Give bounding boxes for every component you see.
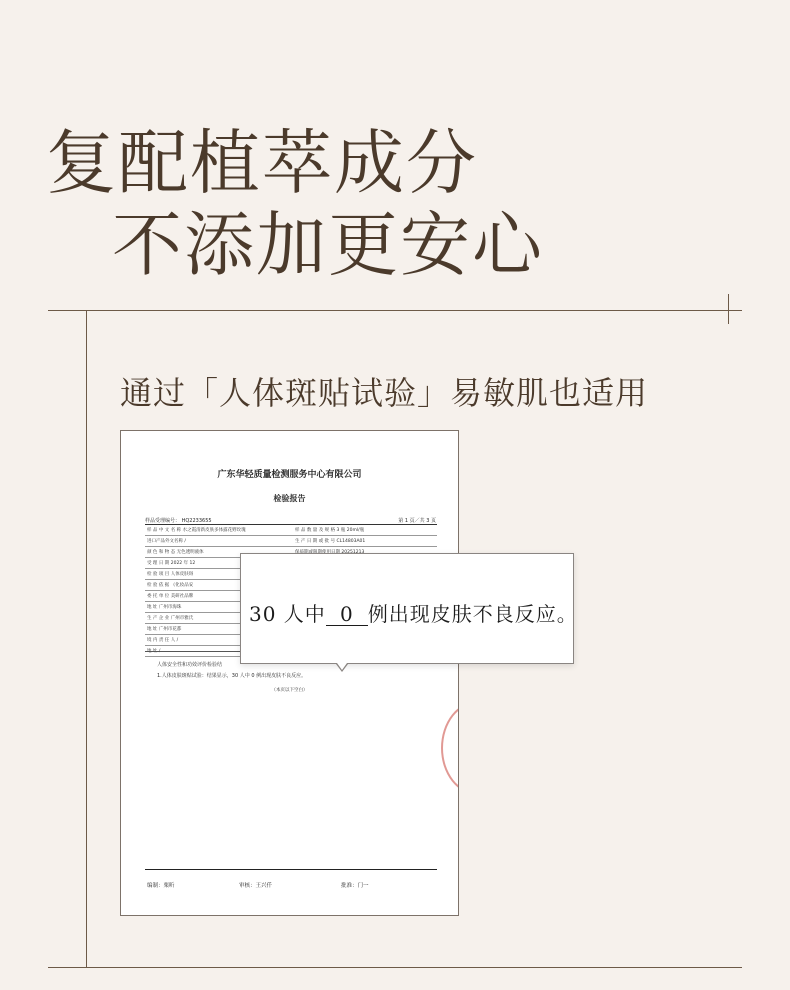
callout-suffix: 例出现皮肤不良反应。 <box>367 602 578 626</box>
result-callout <box>240 553 578 664</box>
bottom-divider <box>48 967 742 968</box>
row-left: 生 产 企 业 广州市雅氏 <box>147 616 194 621</box>
callout-prefix: 30 人中 <box>249 602 326 626</box>
report-body-result: 1.人体皮肤斑贴试验：结果显示，30 人中 0 例出现皮肤不良反应。 <box>157 673 307 679</box>
report-signature-rule <box>145 869 437 870</box>
row-left: 境 内 责 任 人 / <box>147 638 179 643</box>
signature-reviewer: 审核：王兴仟 <box>239 883 273 889</box>
top-divider <box>48 310 742 311</box>
report-company: 广东华轻质量检测服务中心有限公司 <box>217 470 362 480</box>
report-page-info: 第 1 页／共 3 页 <box>398 518 436 524</box>
red-seal-stamp <box>441 701 459 795</box>
headline-line-2: 不添加更安心 <box>112 204 544 286</box>
signature-approver: 批准：门一 <box>341 883 369 889</box>
signature-editor: 编制：栗昕 <box>147 883 175 889</box>
report-blank-note: （本页以下空白） <box>271 688 308 693</box>
report-body-heading: 人体安全性和功效评价检验结 <box>157 662 223 668</box>
row-left: 受 理 日 期 2022 年 12 <box>147 561 196 566</box>
crosshair-vertical <box>728 294 729 324</box>
row-left: 进口产品外文名称 / <box>147 539 186 544</box>
row-left: 地 址 广州市海珠 <box>147 605 182 610</box>
callout-pointer-fill <box>337 663 347 670</box>
row-left: 样 品 中 文 名 称 水之霞清新皮肤多体露花野玫瑰 <box>147 528 246 533</box>
row-left: 检 验 依 据 《化妆品安 <box>147 583 194 588</box>
subtitle: 通过「人体斑贴试验」易敏肌也适用 <box>120 374 649 412</box>
table-row <box>145 525 437 536</box>
table-row <box>145 536 437 547</box>
report-title: 检验报告 <box>273 494 306 503</box>
headline-line-1: 复配植萃成分 <box>46 122 478 204</box>
callout-count: 0 <box>326 604 368 626</box>
left-vertical-rule <box>86 310 87 968</box>
row-right: 样 品 数 量 及 规 格 3 瓶 20ml/瓶 <box>295 528 365 533</box>
row-right: 生 产 日 期 或 批 号 CL14803A01 <box>295 539 366 544</box>
row-left: 检 验 项 目 人体皮肤斑 <box>147 572 194 577</box>
row-left: 委 托 单 位 美研社品牌 <box>147 594 194 599</box>
row-left: 颜 色 和 物 态 无色透明液体 <box>147 550 204 555</box>
callout-text <box>249 598 578 627</box>
test-report-document <box>120 430 459 916</box>
row-left: 地 址 广州市花都 <box>147 627 182 632</box>
report-sample-id: 样品受理编号： HQ2233655 <box>145 518 212 524</box>
